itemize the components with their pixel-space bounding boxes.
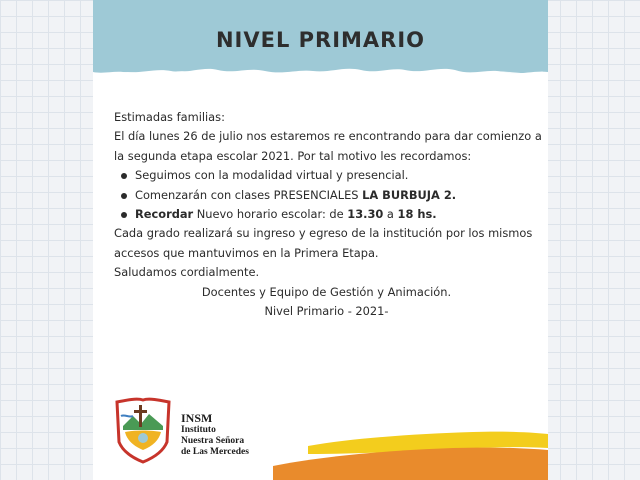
schedule-start-time: 13.30 <box>347 207 384 222</box>
bullet-text: a <box>383 207 398 222</box>
body-line-2: accesos que mantuvimos en la Primera Etapa. <box>114 245 379 260</box>
signature-line-1: Docentes y Equipo de Gestión y Animación. <box>201 284 452 299</box>
list-item <box>135 205 539 224</box>
list-item <box>135 166 539 185</box>
school-logo <box>113 396 173 464</box>
greeting: Estimadas familias: <box>114 110 225 124</box>
notice-card <box>93 0 548 480</box>
schedule-end-time: 18 hs. <box>397 207 437 222</box>
reminder-list <box>114 166 539 224</box>
school-name-line: Nuestra Señora <box>181 436 245 446</box>
page-title: NIVEL PRIMARIO <box>215 28 426 52</box>
letter-body <box>114 108 542 321</box>
school-name-line: de Las Mercedes <box>181 447 249 457</box>
intro-line-1: El día lunes 26 de julio nos estaremos re encontrando para dar comienzo a <box>114 129 542 144</box>
school-name-line: Instituto <box>181 425 216 435</box>
bullet-text: Nuevo horario escolar: de <box>193 207 348 222</box>
school-abbreviation: INSM <box>181 411 213 425</box>
body-line-1: Cada grado realizará su ingreso y egreso de la institución por los mismos <box>114 226 533 241</box>
bullet-emphasis: LA BURBUJA 2. <box>362 187 457 202</box>
signature-line-2: Nivel Primario - 2021- <box>264 304 389 319</box>
list-item <box>135 186 539 205</box>
intro-line-2: la segunda etapa escolar 2021. Por tal motivo les recordamos: <box>114 148 472 163</box>
closing: Saludamos cordialmente. <box>114 265 260 280</box>
school-name-block <box>181 411 249 458</box>
bullet-text: Seguimos con la modalidad virtual y presencial. <box>135 168 409 183</box>
bullet-emphasis: Recordar <box>135 207 194 222</box>
bullet-text: Comenzarán con clases PRESENCIALES <box>135 187 363 202</box>
